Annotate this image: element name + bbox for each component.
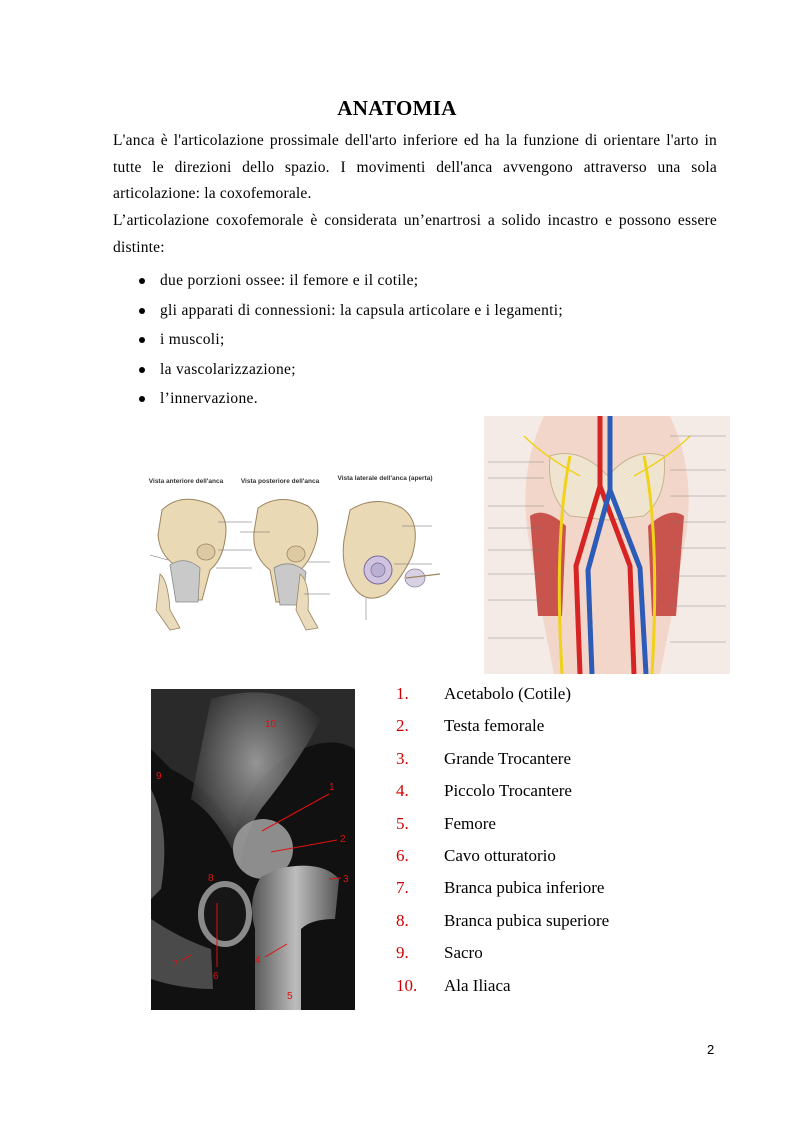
list-item: 7. Branca pubica inferiore <box>396 878 605 898</box>
xray-label: 6 <box>213 971 219 982</box>
page-number: 2 <box>707 1042 715 1057</box>
list-item: 4. Piccolo Trocantere <box>396 781 572 801</box>
panel-title-posterior: Vista posteriore dell'anca <box>240 478 320 485</box>
list-item: 3. Grande Trocantere <box>396 748 571 768</box>
panel-title-lateral: Vista laterale dell'anca (aperta) <box>337 475 433 482</box>
bullet-icon <box>139 308 145 314</box>
xray-label: 2 <box>340 834 346 845</box>
xray-label: 5 <box>287 991 293 1002</box>
pelvis-vessels-illustration <box>484 416 730 674</box>
xray-legend <box>396 681 726 1005</box>
hip-xray-image <box>151 689 355 1010</box>
bullet-icon <box>139 278 145 284</box>
xray-label: 1 <box>329 782 335 793</box>
list-item: 10. Ala Iliaca <box>396 975 511 995</box>
list-item: gli apparati di connessioni: la capsula articolare e i legamenti; <box>113 296 713 326</box>
panel-title-anterior: Vista anteriore dell'anca <box>148 478 224 485</box>
xray-label: 7 <box>173 959 179 970</box>
components-list <box>113 266 713 414</box>
list-item: 2. Testa femorale <box>396 716 545 736</box>
intro-paragraph: L'anca è l'articolazione prossimale dell'arto inferiore ed ha la funzione di orientare l'arto in tutte le direzioni dello spazio. I movimenti dell'anca avvengono attraverso una sola articolazione: la coxofemorale. <box>113 132 717 202</box>
list-item: 8. Branca pubica superiore <box>396 910 610 930</box>
hip-views-illustration <box>140 470 470 635</box>
list-item: la vascolarizzazione; <box>113 355 713 385</box>
xray-label: 10 <box>265 719 277 730</box>
xray-label: 4 <box>255 955 261 966</box>
list-item: due porzioni ossee: il femore e il cotile; <box>113 266 713 296</box>
list-item: 9. Sacro <box>396 943 483 963</box>
list-item: 1. Acetabolo (Cotile) <box>396 684 571 703</box>
page-title: ANATOMIA <box>337 96 457 120</box>
bullet-icon <box>139 396 145 402</box>
bullet-icon <box>139 367 145 373</box>
list-item: 5. Femore <box>396 813 496 833</box>
xray-label: 3 <box>343 874 349 885</box>
list-item: i muscoli; <box>113 325 713 355</box>
list-item: l’innervazione. <box>113 384 713 414</box>
joint-paragraph: L’articolazione coxofemorale è considerata un’enartrosi a solido incastro e possono essere distinte: <box>113 212 717 256</box>
xray-label: 9 <box>156 771 162 782</box>
xray-label: 8 <box>208 873 214 884</box>
list-item: 6. Cavo otturatorio <box>396 845 556 865</box>
bullet-icon <box>139 337 145 343</box>
